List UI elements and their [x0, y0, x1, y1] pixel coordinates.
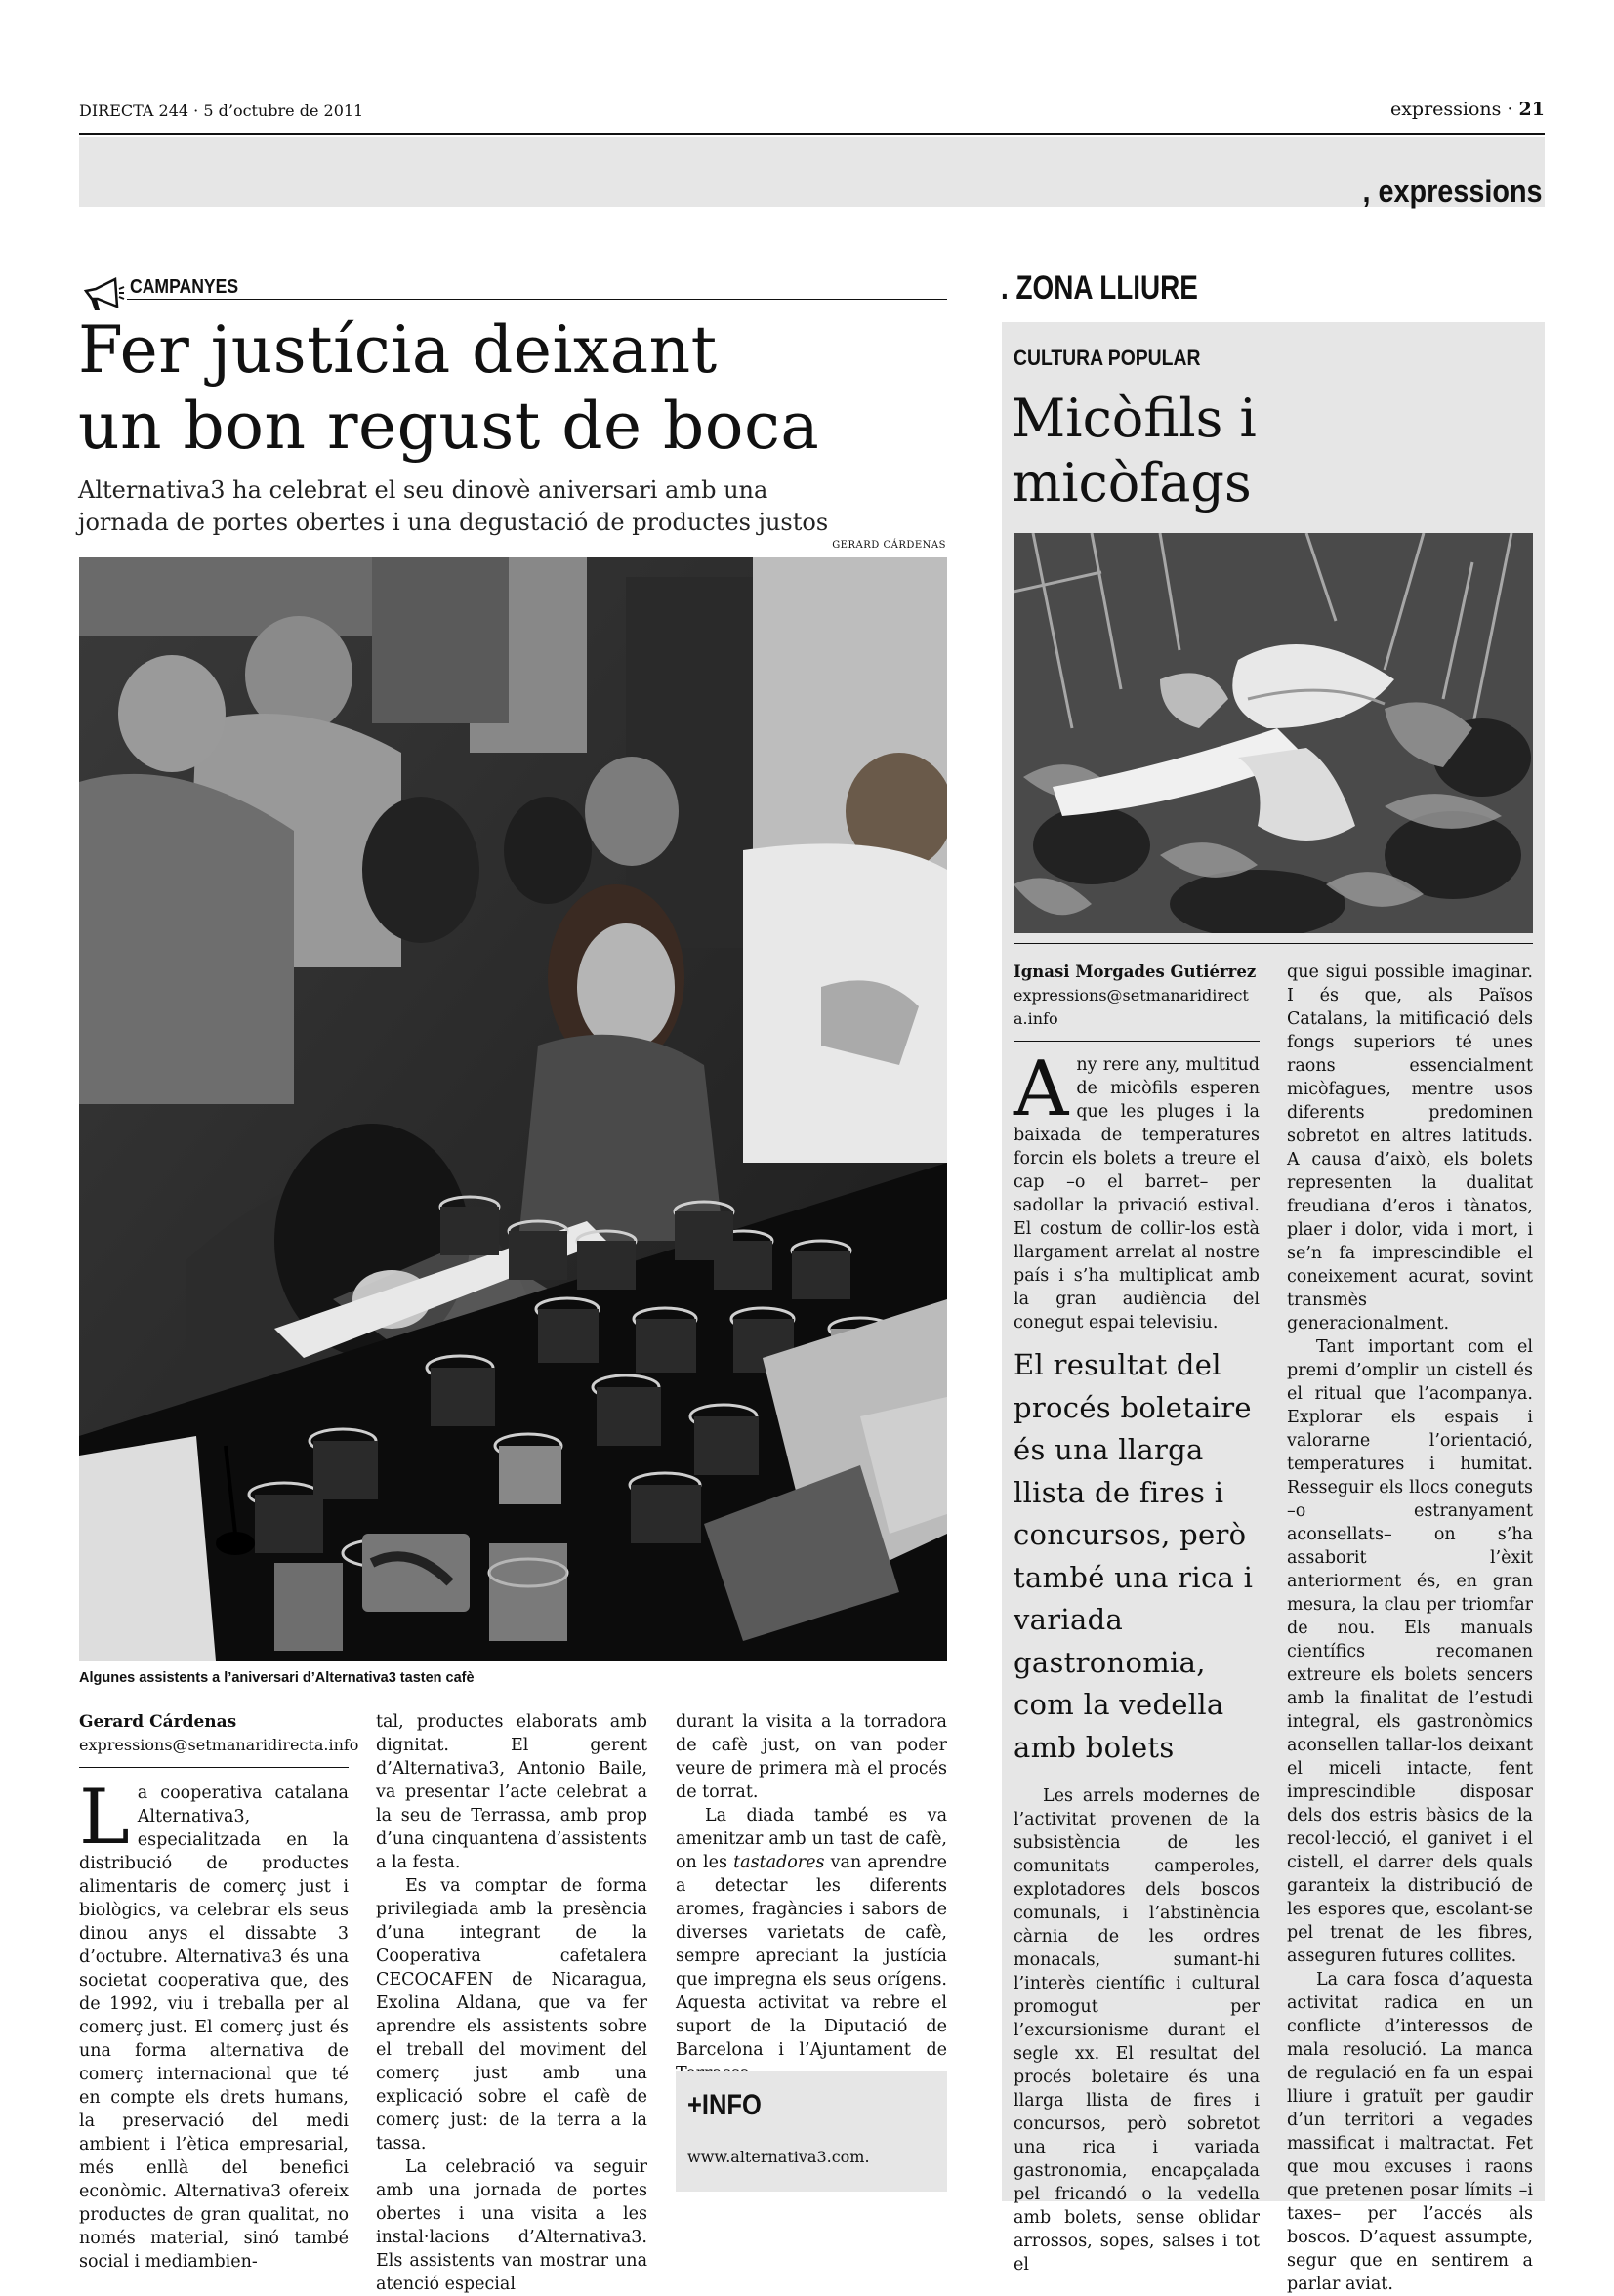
- header-section: expressions: [1389, 99, 1502, 120]
- sidebar-rule: [1014, 943, 1533, 944]
- drop-cap: L: [79, 1774, 130, 1862]
- sidebar-author: Ignasi Morgades Gutiérrez: [1014, 963, 1257, 981]
- megaphone-icon: [82, 277, 125, 312]
- main-text-1: a cooperativa catalana Alternativa3, especialitzada en la distribució de productes alimentaris de comerç just i biològics, va celebrar els seus dinou anys el dissabte 3 d’octubre. Alternativa3 és una societat cooperativa que, des de 1992, viu i treballa per al comerç just. El comerç just és una forma alternativa de comerç internacional que té en compte els drets humans, la preservació del medi ambient i l’ètica empresarial, més enllà del benefici econòmic. Alternativa3 ofereix productes de gran qualitat, no només material, sinó també social i mediambien-: [79, 1784, 349, 2272]
- photo-caption: Algunes assistents a l’aniversari d’Alternativa3 tasten cafè: [79, 1670, 475, 1686]
- pull-quote: El resultat del procés boletaire és una llarga llista de fires i concursos, però també una rica i variada gastronomia, com la vedella amb bolets: [1014, 1348, 1254, 1764]
- subtitle: Alternativa3 ha celebrat el seu dinovè aniversari amb una jornada de portes obertes i una degustació de productes justos: [78, 476, 829, 536]
- header-right: expressions · 21: [1389, 99, 1545, 120]
- sidebar-kicker: CULTURA POPULAR: [1014, 346, 1201, 370]
- sidebar-drop-cap: A: [1014, 1046, 1069, 1133]
- info-box: [676, 2071, 947, 2192]
- zona-lliure-label: . ZONA LLIURE: [1001, 269, 1198, 307]
- sidebar-col-2: [1287, 961, 1533, 2296]
- section-band: [79, 137, 1545, 207]
- main-text-5: durant la visita a la torradora de cafè just, on van poder veure de primera mà el procés de torrat.: [676, 1712, 947, 1802]
- main-col-3: [676, 1710, 947, 2085]
- sidebar-text-2: Les arrels modernes de l’activitat provenen de la subsistència de les comunitats camperoles, explotadores dels boscos comunals, i l’abstinència càrnia de les ordres monacals, sumant-hi l’interès científic i cultural promogut per l’excursionisme durant el segle xx. El resultat del procés boletaire és una llarga llista de fires i concursos, però sobretot una rica i variada gastronomia, encapçalada pel fricandó o la vedella amb bolets, sense oblidar arrossos, sopes, salses i tot el: [1014, 1786, 1260, 2275]
- mushroom-photo: [1014, 533, 1533, 933]
- info-title: +INFO: [687, 2089, 762, 2121]
- sidebar-text-1: ny rere any, multitud de micòfils esperen que les pluges i la baixada de temperatures forcin els bolets a treure el cap –o el barret– per sadollar la privació estival. El costum de collir-los està llargament arrelat al nostre país i s’ha multiplicat amb la gran audiència del conegut espai televisiu.: [1014, 1055, 1260, 1332]
- kicker-rule: [127, 299, 947, 300]
- sidebar-text-3: que sigui possible imaginar. I és que, als Països Catalans, la mitificació dels fongs superiors té unes raons essencialment micòfagues, mentre usos diferents predominen sobretot en altres latituds. A causa d’això, els bolets representen la dualitat freudiana d’eros i tànatos, plaer i dolor, vida i mort, i se’n fa imprescindible el coneixement acurat, sovint transmès generacionalment.: [1287, 963, 1533, 1333]
- header-rule: [79, 133, 1545, 135]
- kicker-campanyes: CAMPANYES: [130, 276, 239, 298]
- sidebar-title: Micòfils i micòfags: [1012, 388, 1257, 513]
- author-email: expressions@setmanaridirecta.info: [79, 1736, 359, 1754]
- photo-credit: GERARD CÁRDENAS: [832, 540, 946, 551]
- main-col-2: [376, 1710, 647, 2296]
- headline: Fer justícia deixant un bon regust de boca: [78, 312, 820, 464]
- sidebar-text-4: Tant important com el premi d’omplir un cistell és el ritual que l’acompanya. Explorar els espais i valorarne l’orientació, temperatures i humitat. Resseguir els llocs coneguts –o estranyament aconsellats– on s’ha assaborit l’èxit anteriorment és, en gran mesura, la clau per triomfar de nou. Els manuals científics recomanen extreure els bolets sencers amb la finalitat de l’estudi integral, els gastronòmics aconsellen tallar-los deixant el miceli intacte, fent imprescindible disposar dels dos estris bàsics de la recol·lecció, el ganivet i el cistell, el darrer dels quals garanteix la distribució de les espores que, escolant-se pel trenat de les fibres, asseguren futures collites.: [1287, 1337, 1533, 1966]
- author-byline: Gerard Cárdenas: [79, 1712, 237, 1732]
- section-band-title: , expressions: [1362, 174, 1543, 209]
- header-left: DIRECTA 244 · 5 d’octubre de 2011: [79, 102, 364, 120]
- main-text-3: Es va comptar de forma privilegiada amb la presència d’una integrant de la Cooperativa cafetalera CECOCAFEN de Nicaragua, Exolina Aldana, que va fer aprendre els assistents sobre el treball del moviment del comerç just amb una explicació sobre el cafè de comerç just: de la terra a la tassa.: [376, 1876, 647, 2153]
- sidebar-text-5: La cara fosca d’aquesta activitat radica en un conflicte d’interessos de mala resolució. La manca de regulació en fa un espai lliure i gratuït per gaudir d’un territori a vegades massificat i maltractat. Fet que mou excuses i raons que pretenen posar límits –i taxes– per l’accés als boscos. D’aquest assumpte, segur que en sentirem a parlar aviat.: [1287, 1970, 1533, 2294]
- sidebar-col-1: [1014, 961, 1260, 2276]
- main-text-4: La celebració va seguir amb una jornada de portes obertes i una visita a les instal·lacions d’Alternativa3. Els assistents van mostrar una atenció especial: [376, 2157, 647, 2294]
- page-number: 21: [1518, 99, 1545, 120]
- info-link[interactable]: www.alternativa3.com.: [687, 2148, 870, 2166]
- main-col-1: [79, 1710, 359, 2274]
- main-text-6: La diada també es va amenitzar amb un tast de cafè, on les tastadores van aprendre a detectar les diferents aromes, fragàncies i sabors de diverses varietats de cafè, sempre apreciant la justícia que impregna els seus orígens. Aquesta activitat va rebre el suport de la Diputació de Barcelona i l’Ajuntament de: [676, 1806, 947, 2060]
- main-text-2: tal, productes elaborats amb dignitat. El gerent d’Alternativa3, Antonio Baile, va presentar l’acte celebrat a la seu de Terrassa, amb prop d’una cinquantena d’assistents a la festa.: [376, 1712, 647, 1872]
- sidebar-email: expressions@setmanaridirecta.info: [1014, 986, 1249, 1028]
- coffee-tasting-photo: [79, 557, 947, 1660]
